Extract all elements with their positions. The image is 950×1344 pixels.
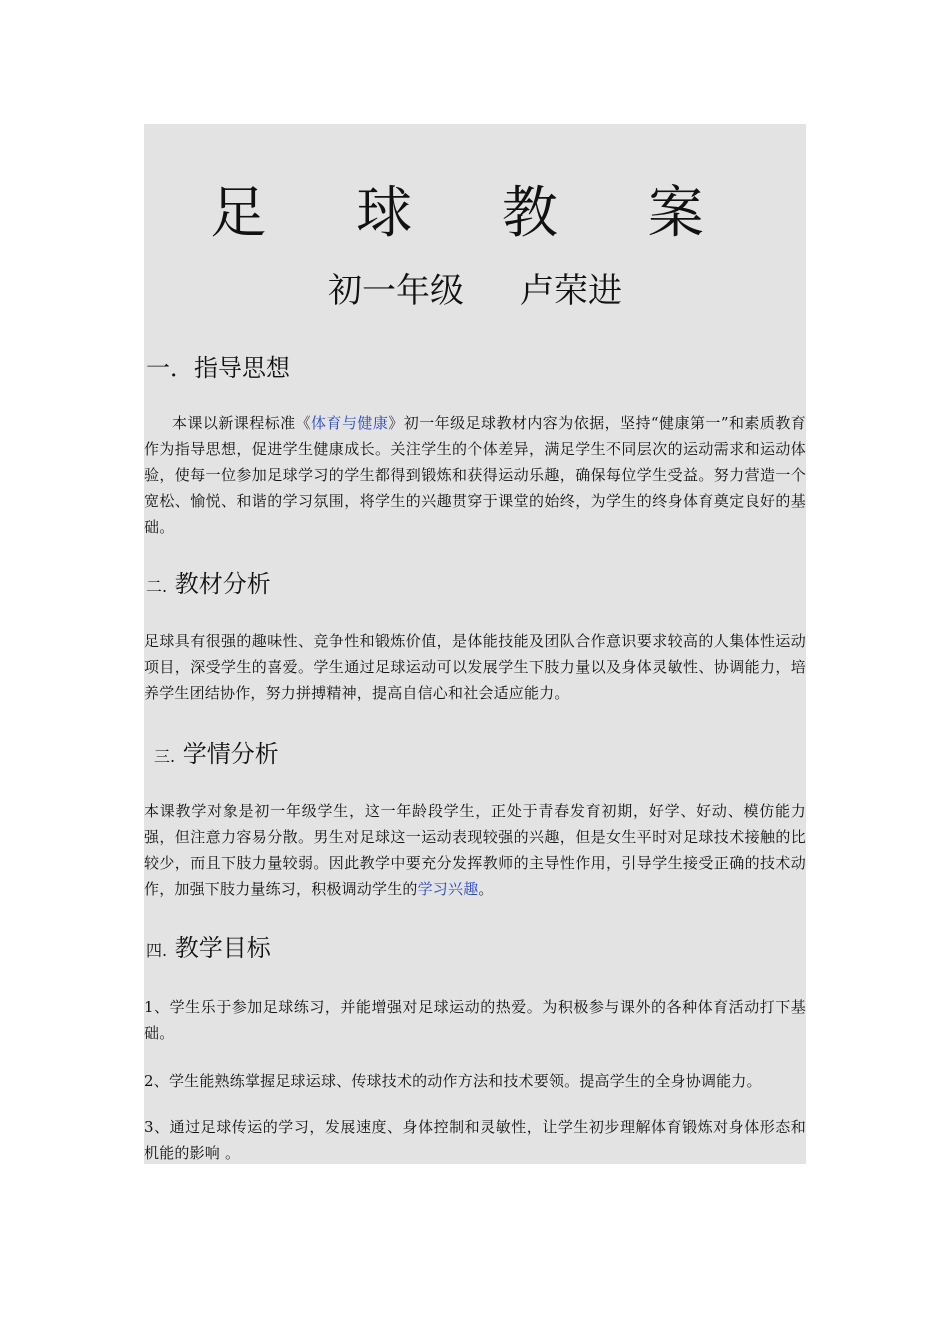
- goal-item-3: 3、通过足球传运的学习，发展速度、身体控制和灵敏性，让学生初步理解体育锻炼对身体形态和机能的影响 。: [144, 1118, 806, 1162]
- paragraph-text: 本课以新课程标准《: [172, 414, 312, 432]
- section-heading-3: [154, 738, 279, 773]
- document-page: [144, 124, 806, 1164]
- section-number: 二.: [146, 577, 168, 596]
- section-paragraph-3: [144, 798, 806, 902]
- section-paragraph-1: [144, 410, 806, 540]
- section-title: 教学目标: [174, 934, 271, 962]
- author-name: 卢荣进: [520, 271, 622, 311]
- section-number: 四.: [146, 941, 168, 960]
- section-number: 三.: [154, 747, 176, 766]
- paragraph-text: 。: [478, 880, 494, 898]
- section-heading-2: [146, 568, 271, 603]
- paragraph-text: 》初一年级足球教材内容为依据，坚持“健康第一”和素质教育作为指导思想，促进学生健康成长。关注学生的个体差异，满足学生不同层次的运动需求和运动体验，使每一位参加足球学习的学生都得到锻炼和获得运动乐趣，确保每位学生受益。努力营造一个宽松、愉悦、和谐的学习氛围，将学生的兴趣贯穿于课堂的始终，为学生的终身体育奠定良好的基础。: [144, 414, 806, 536]
- section-title: 教材分析: [174, 570, 271, 598]
- section-heading-1: [146, 352, 290, 384]
- section-title: 学情分析: [182, 740, 279, 768]
- section-number: 一．: [146, 354, 194, 382]
- section-heading-4: [146, 932, 271, 967]
- paragraph-text: 本课教学对象是初一年级学生，这一年龄段学生，正处于青春发育初期，好学、好动、模仿能力强，但注意力容易分散。男生对足球这一运动表现较强的兴趣，但是女生平时对足球技术接触的比较少，而且下肢力量较弱。因此教学中要充分发挥教师的主导性作用，引导学生接受正确的技术动作，加强下肢力量练习，积极调动学生的: [144, 802, 806, 898]
- learning-interest-link[interactable]: 学习兴趣: [417, 880, 479, 898]
- document-title: 足 球 教 案: [210, 181, 740, 246]
- grade-label: 初一年级: [328, 271, 464, 311]
- document-subtitle: [144, 270, 806, 312]
- goal-item-1: 1、学生乐于参加足球练习，并能增强对足球运动的热爱。为积极参与课外的各种体育活动打下基础。: [144, 998, 806, 1042]
- textbook-link[interactable]: 体育与健康: [311, 414, 389, 432]
- section-title: 指导思想: [194, 354, 290, 382]
- section-paragraph-2: 足球具有很强的趣味性、竞争性和锻炼价值，是体能技能及团队合作意识要求较高的人集体性运动项目，深受学生的喜爱。学生通过足球运动可以发展学生下肢力量以及身体灵敏性、协调能力，培养学生团结协作，努力拼搏精神，提高自信心和社会适应能力。: [144, 632, 806, 702]
- goal-item-2: 2、学生能熟练掌握足球运球、传球技术的动作方法和技术要领。提高学生的全身协调能力。: [144, 1072, 762, 1090]
